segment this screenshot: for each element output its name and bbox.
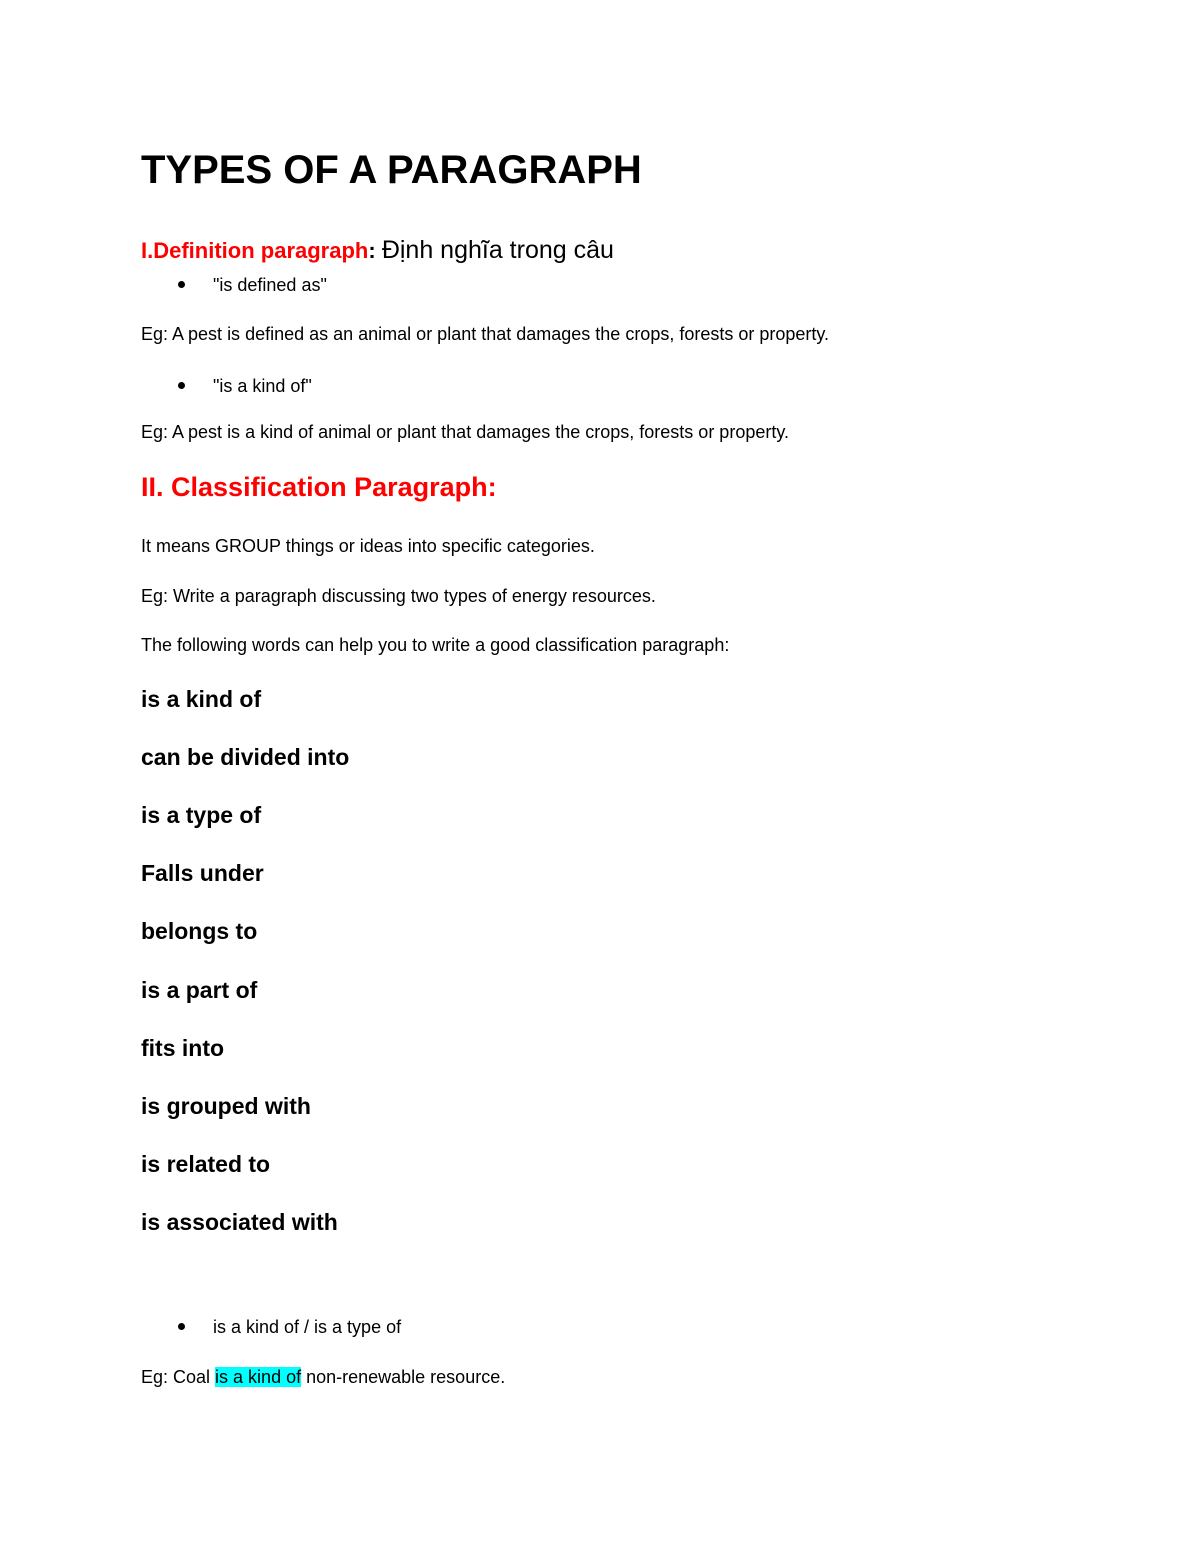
example-line: Eg: A pest is defined as an animal or plant that damages the crops, forests or property. [141,324,830,344]
section2-heading-number: II. [141,472,172,502]
bullet-dot-icon [178,281,185,288]
phrase-item: is a type of [141,802,262,828]
phrase-item: is related to [141,1151,271,1177]
phrase-item: belongs to [141,918,258,944]
phrase-item: is a part of [141,977,258,1003]
phrase-item: is grouped with [141,1093,311,1119]
body-line: The following words can help you to write a good classification paragraph: [141,635,730,655]
example-line: Eg: Write a paragraph discussing two types of energy resources. [141,586,656,606]
bullet-item [178,376,312,397]
highlighted-text: is a kind of [215,1367,302,1387]
section1-colon: : [368,238,382,263]
phrase-item: can be divided into [141,744,350,770]
section1-heading [141,236,614,265]
section1-label: I.Definition paragraph [141,238,369,263]
phrase-item: Falls under [141,860,264,886]
bullet-text: is a kind of / is a type of [213,1317,402,1337]
bullet-dot-icon [178,382,185,389]
bullet-dot-icon [178,1323,185,1330]
phrase-item: fits into [141,1035,225,1061]
page-title: TYPES OF A PARAGRAPH [141,148,642,192]
bullet-item [178,1317,401,1338]
example-suffix: non-renewable resource. [301,1367,506,1387]
section1-vietnamese: Định nghĩa trong câu [381,236,614,264]
section2-heading [141,472,497,503]
example-line [141,1367,505,1388]
body-line: It means GROUP things or ideas into specific categories. [141,536,595,556]
bullet-text: "is defined as" [213,275,327,295]
example-line: Eg: A pest is a kind of animal or plant that damages the crops, forests or property. [141,422,790,442]
example-prefix: Eg: Coal [141,1367,216,1387]
bullet-item [178,275,327,296]
phrase-item: is a kind of [141,686,262,712]
bullet-text: "is a kind of" [213,376,312,396]
section2-heading-text: Classification Paragraph: [171,472,497,502]
phrase-item: is associated with [141,1209,338,1235]
